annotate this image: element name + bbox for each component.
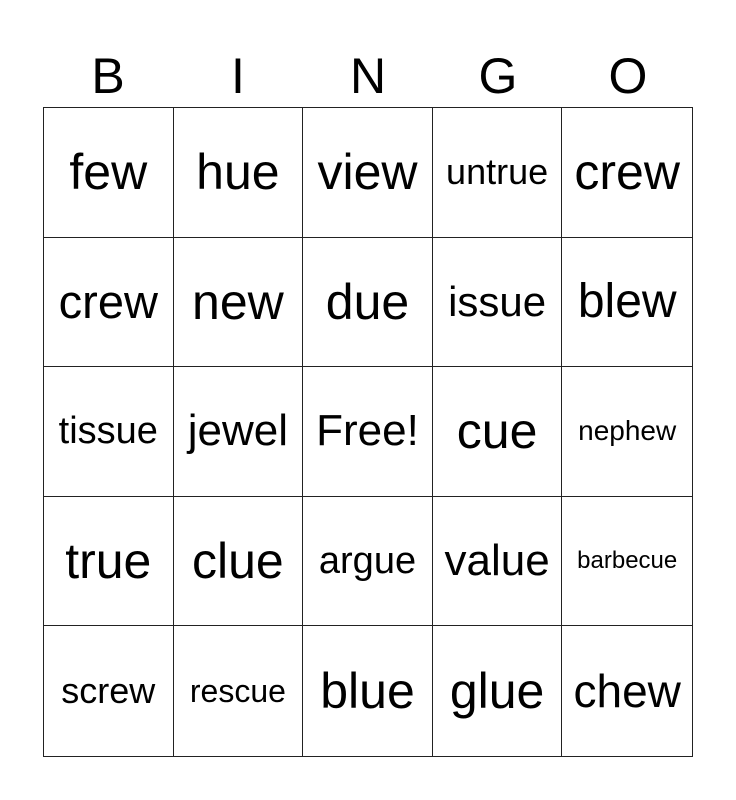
bingo-cell[interactable]: [174, 626, 304, 756]
bingo-cell[interactable]: [562, 238, 692, 368]
header-letter-g: G: [478, 48, 518, 104]
bingo-cell[interactable]: [562, 626, 692, 756]
cell-word: value: [444, 536, 550, 586]
cell-word: new: [192, 273, 284, 330]
bingo-cell[interactable]: [303, 108, 433, 238]
cell-word: clue: [192, 533, 284, 590]
bingo-cell[interactable]: [562, 108, 692, 238]
cell-word: blew: [577, 274, 677, 328]
bingo-cell[interactable]: [174, 367, 304, 497]
bingo-cell[interactable]: [44, 367, 174, 497]
cell-word: hue: [196, 144, 280, 201]
cell-word: view: [317, 144, 418, 201]
cell-word: crew: [574, 144, 680, 201]
cell-word: issue: [448, 277, 547, 325]
bingo-cell[interactable]: [44, 238, 174, 368]
cell-word: jewel: [187, 406, 289, 456]
bingo-cell[interactable]: [433, 497, 563, 627]
cell-word: due: [325, 273, 410, 330]
bingo-header: [43, 44, 693, 108]
bingo-cell[interactable]: [174, 497, 304, 627]
cell-word: few: [69, 144, 148, 201]
bingo-cell[interactable]: [44, 497, 174, 627]
bingo-board: [43, 107, 693, 757]
bingo-cell[interactable]: [44, 108, 174, 238]
cell-word: true: [65, 533, 152, 590]
cell-word: glue: [449, 663, 545, 720]
bingo-cell[interactable]: [303, 626, 433, 756]
cell-word: nephew: [578, 415, 677, 447]
cell-word: crew: [58, 275, 158, 329]
bingo-cell[interactable]: [562, 497, 692, 627]
cell-word: screw: [61, 670, 156, 712]
header-letter-o: O: [608, 48, 648, 104]
cell-word: argue: [318, 540, 417, 583]
bingo-cell[interactable]: [433, 626, 563, 756]
cell-word: blue: [320, 663, 415, 720]
cell-word: untrue: [446, 151, 549, 193]
bingo-cell[interactable]: [303, 497, 433, 627]
bingo-cell[interactable]: [433, 367, 563, 497]
bingo-cell[interactable]: [303, 238, 433, 368]
bingo-cell[interactable]: [174, 108, 304, 238]
bingo-cell[interactable]: [174, 238, 304, 368]
bingo-cell[interactable]: [433, 238, 563, 368]
bingo-cell[interactable]: [562, 367, 692, 497]
header-letter-i: I: [231, 48, 245, 104]
bingo-cell[interactable]: [44, 626, 174, 756]
header-letter-n: N: [349, 48, 387, 104]
header-letter-b: B: [91, 48, 125, 104]
cell-word: barbecue: [577, 547, 678, 575]
cell-word: tissue: [58, 410, 158, 453]
cell-word: rescue: [189, 673, 286, 710]
bingo-cell[interactable]: [433, 108, 563, 238]
cell-word: chew: [573, 665, 681, 718]
bingo-cell[interactable]: [303, 367, 433, 497]
cell-word: Free!: [316, 406, 419, 456]
cell-word: cue: [456, 403, 538, 460]
